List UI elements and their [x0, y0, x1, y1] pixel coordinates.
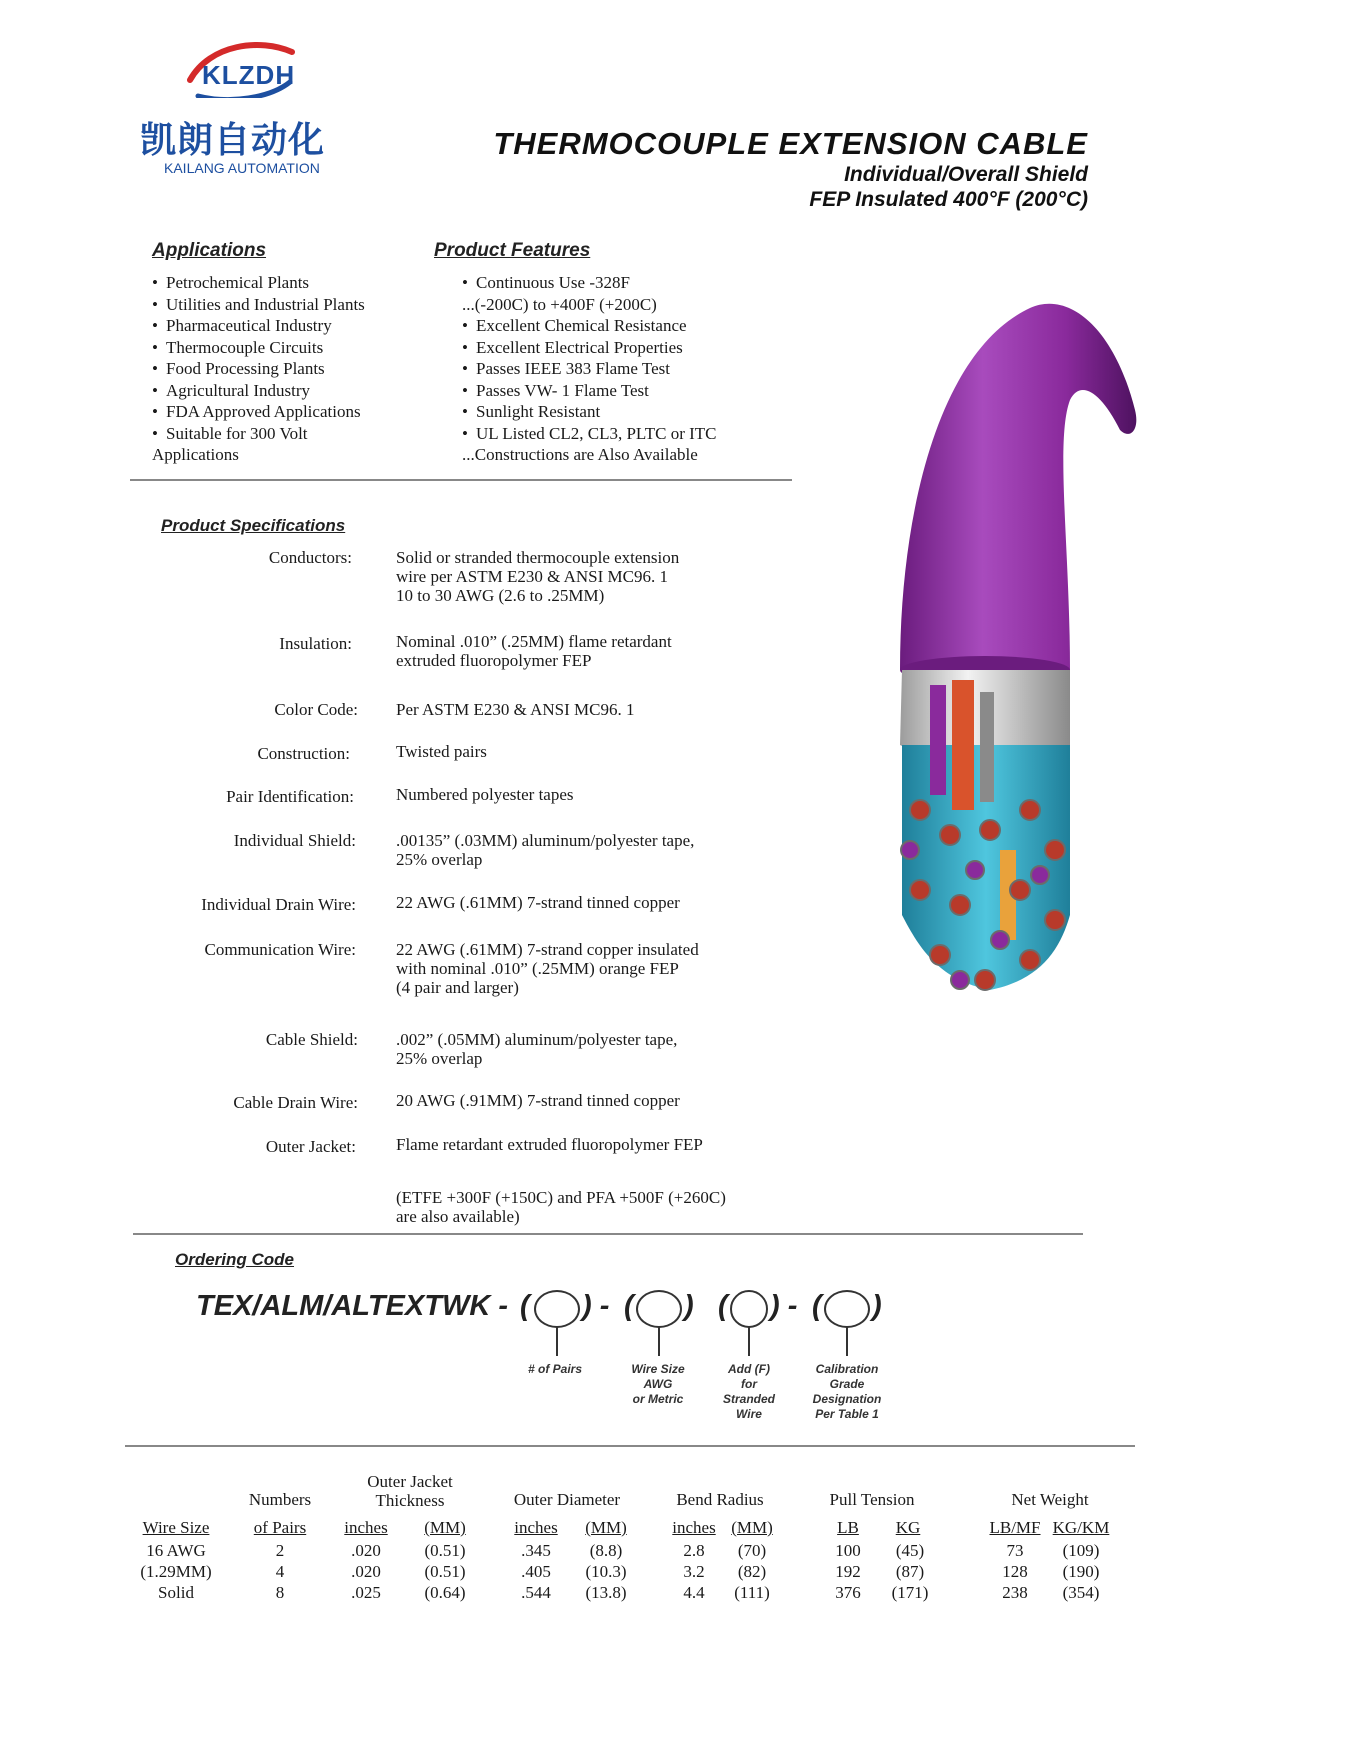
table-cell: (111)	[734, 1583, 770, 1602]
table-cell: 100	[835, 1541, 861, 1560]
caption-pairs: # of Pairs	[527, 1362, 583, 1376]
bracket-open-3: (	[718, 1290, 728, 1322]
table-cell: .544	[521, 1583, 551, 1602]
specs-heading: Product Specifications	[161, 516, 346, 535]
table-col-bend-mm	[724, 1540, 780, 1603]
bracket-close-1: ) -	[582, 1290, 610, 1322]
table-header-pull-tension: Pull Tension	[829, 1490, 915, 1509]
features-list	[462, 272, 792, 466]
list-item-continuation: Applications	[152, 445, 239, 464]
cable-illustration	[880, 290, 1140, 1050]
spec-label-outer-jacket: Outer Jacket:	[265, 1137, 356, 1156]
table-cell: (171)	[891, 1583, 929, 1602]
table-cell: (354)	[1062, 1583, 1100, 1602]
spec-label-construction: Construction:	[257, 744, 350, 763]
bracket-open-2: (	[624, 1290, 634, 1322]
table-cell: 2.8	[683, 1541, 705, 1560]
table-wire-size-cell: 16 AWG (1.29MM) Solid	[140, 1541, 212, 1602]
section-divider	[133, 1233, 1083, 1235]
table-cell: 238	[1002, 1583, 1028, 1602]
arrow-up-icon	[556, 1326, 558, 1356]
table-cell: 376	[835, 1583, 861, 1602]
table-cell: (87)	[895, 1562, 925, 1581]
spec-label-conductors: Conductors:	[268, 548, 352, 567]
ordering-heading: Ordering Code	[175, 1250, 295, 1269]
table-subheader-pairs: of Pairs	[253, 1518, 307, 1537]
table-col-lbmf	[984, 1540, 1046, 1603]
table-col-jacket-mm	[416, 1540, 474, 1603]
list-item: • Passes VW- 1 Flame Test	[462, 380, 649, 400]
spec-label-insulation: Insulation:	[279, 634, 352, 653]
caption-calibration: Calibration Grade Designation Per Table 1	[812, 1362, 882, 1421]
table-cell: (10.3)	[585, 1562, 627, 1581]
table-cell: 8	[275, 1583, 285, 1602]
table-header-outer-diameter: Outer Diameter	[513, 1490, 621, 1509]
spec-alternative-note: (ETFE +300F (+150C) and PFA +500F (+260C) are also available)	[396, 1188, 726, 1226]
list-item: • Passes IEEE 383 Flame Test	[462, 359, 670, 378]
list-item: • Petrochemical Plants	[152, 273, 310, 292]
table-subheader-od-inches: inches	[514, 1518, 558, 1537]
section-divider	[130, 479, 792, 481]
table-cell: (70)	[737, 1541, 767, 1560]
spec-value-cable-shield: .002” (.05MM) aluminum/polyester tape, 25% overlap	[396, 1030, 678, 1068]
spec-label-pair-id: Pair Identification:	[226, 787, 354, 806]
list-item: • Sunlight Resistant	[462, 402, 601, 421]
list-item: • Excellent Electrical Properties	[462, 337, 683, 357]
title-line-2: Individual/Overall Shield	[844, 163, 1088, 186]
title-line-3: FEP Insulated 400°F (200°C)	[809, 188, 1088, 211]
table-cell: (0.51)	[424, 1541, 466, 1560]
logo-subtitle: KAILANG AUTOMATION	[164, 160, 320, 176]
table-cell: 3.2	[683, 1562, 705, 1581]
applications-heading: Applications	[152, 240, 267, 261]
list-item: • Thermocouple Circuits	[152, 337, 324, 357]
spec-label-color-code: Color Code:	[274, 700, 358, 719]
table-cell: 73	[1006, 1541, 1024, 1560]
list-item: • Continuous Use -328F	[462, 273, 630, 292]
table-cell: .020	[351, 1541, 381, 1560]
list-item: • Agricultural Industry	[152, 380, 310, 400]
spec-value-cable-drain: 20 AWG (.91MM) 7-strand tinned copper	[396, 1091, 680, 1110]
table-cell: 192	[835, 1562, 861, 1581]
spec-value-conductors: Solid or stranded thermocouple extension wire per ASTM E230 & ANSI MC96. 1 10 to 30 AWG (2.6 to .25MM)	[396, 548, 680, 605]
table-cell: 2	[275, 1541, 285, 1560]
logo-brand: KLZDH	[202, 60, 296, 90]
spec-label-cable-drain: Cable Drain Wire:	[233, 1093, 358, 1112]
features-heading: Product Features	[434, 240, 591, 261]
spec-value-construction: Twisted pairs	[396, 742, 487, 761]
table-col-od-inches	[506, 1540, 566, 1603]
table-col-kgkm	[1048, 1540, 1114, 1603]
title-line-1: THERMOCOUPLE EXTENSION CABLE	[493, 126, 1088, 161]
table-subheader-kg: KG	[895, 1518, 921, 1537]
spec-value-pair-id: Numbered polyester tapes	[396, 785, 574, 804]
table-cell: .025	[351, 1583, 381, 1602]
table-cell: 4.4	[683, 1583, 705, 1602]
table-cell: (0.64)	[424, 1583, 466, 1602]
ordering-slot-calibration	[824, 1290, 870, 1328]
list-item: • UL Listed CL2, CL3, PLTC or ITC	[462, 423, 717, 443]
table-header-numbers: Numbers	[248, 1490, 312, 1509]
page-title	[493, 126, 1088, 212]
spec-label-cable-shield: Cable Shield:	[265, 1030, 358, 1049]
applications-list	[152, 272, 412, 466]
table-subheader-bend-mm: (MM)	[731, 1518, 773, 1537]
arrow-up-icon	[748, 1326, 750, 1356]
ordering-slot-stranded	[730, 1290, 768, 1328]
table-subheader-kgkm: KG/KM	[1052, 1518, 1110, 1537]
table-subheader-jacket-mm: (MM)	[424, 1518, 466, 1537]
table-subheader-lbmf: LB/MF	[989, 1518, 1041, 1537]
table-subheader-bend-inches: inches	[672, 1518, 716, 1537]
spec-value-outer-jacket: Flame retardant extruded fluoropolymer FEP	[396, 1135, 703, 1154]
list-item: • FDA Approved Applications	[152, 402, 361, 421]
spec-value-individual-shield: .00135” (.03MM) aluminum/polyester tape, 25% overlap	[396, 831, 695, 869]
list-item: • Utilities and Industrial Plants	[152, 294, 365, 314]
table-col-lb	[828, 1540, 868, 1603]
bracket-close-4: )	[872, 1290, 882, 1322]
table-col-od-mm	[578, 1540, 634, 1603]
company-logo	[140, 38, 360, 178]
list-item: • Excellent Chemical Resistance	[462, 316, 687, 335]
section-divider	[125, 1445, 1135, 1447]
list-item-continuation: ...(-200C) to +400F (+200C)	[462, 294, 657, 314]
spec-label-individual-drain: Individual Drain Wire:	[201, 895, 356, 914]
spec-value-color-code: Per ASTM E230 & ANSI MC96. 1	[396, 700, 635, 719]
table-subheader-wire-size: Wire Size	[142, 1518, 210, 1537]
table-col-bend-inches	[664, 1540, 724, 1603]
table-col-pairs	[240, 1540, 320, 1603]
table-col-jacket-inches	[336, 1540, 396, 1603]
arrow-up-icon	[846, 1326, 848, 1356]
ordering-slot-wire-size	[636, 1290, 682, 1328]
arrow-up-icon	[658, 1326, 660, 1356]
table-cell: 4	[275, 1562, 285, 1581]
table-subheader-jacket-inches: inches	[344, 1518, 388, 1537]
spec-value-insulation: Nominal .010” (.25MM) flame retardant extruded fluoropolymer FEP	[396, 632, 672, 670]
table-header-jacket: Outer Jacket Thickness	[367, 1472, 453, 1510]
spec-value-communication-wire: 22 AWG (.61MM) 7-strand copper insulated with nominal .010” (.25MM) orange FEP (4 pair and larger)	[396, 940, 699, 997]
table-header-net-weight: Net Weight	[1011, 1490, 1089, 1509]
table-subheader-lb: LB	[837, 1518, 859, 1537]
table-cell: (109)	[1062, 1541, 1100, 1560]
bracket-open-4: (	[812, 1290, 822, 1322]
ordering-code: TEX/ALM/ALTEXTWK -	[196, 1290, 508, 1322]
table-cell: .405	[521, 1562, 551, 1581]
bracket-close-3: ) -	[770, 1290, 798, 1322]
caption-stranded: Add (F) for Stranded Wire	[722, 1362, 775, 1421]
table-cell: (45)	[895, 1541, 925, 1560]
list-item-continuation: ...Constructions are Also Available	[462, 445, 698, 464]
ordering-slot-pairs	[534, 1290, 580, 1328]
spec-value-individual-drain: 22 AWG (.61MM) 7-strand tinned copper	[396, 893, 680, 912]
table-cell: (8.8)	[589, 1541, 623, 1560]
table-cell: (0.51)	[424, 1562, 466, 1581]
table-col-kg	[884, 1540, 936, 1603]
table-cell: .345	[521, 1541, 551, 1560]
list-item: • Suitable for 300 Volt	[152, 423, 308, 443]
list-item: • Food Processing Plants	[152, 359, 325, 378]
spec-label-communication-wire: Communication Wire:	[204, 940, 356, 959]
bracket-close-2: )	[684, 1290, 694, 1322]
caption-wire-size: Wire Size AWG or Metric	[631, 1362, 685, 1406]
table-cell: 128	[1002, 1562, 1028, 1581]
table-cell: (13.8)	[585, 1583, 627, 1602]
bracket-open-1: (	[520, 1290, 530, 1322]
table-cell: (82)	[737, 1562, 767, 1581]
table-subheader-od-mm: (MM)	[585, 1518, 627, 1537]
logo-chinese-name: 凯朗自动化	[140, 120, 326, 161]
table-header-bend-radius: Bend Radius	[676, 1490, 764, 1509]
list-item: • Pharmaceutical Industry	[152, 316, 332, 335]
spec-label-individual-shield: Individual Shield:	[233, 831, 356, 850]
table-cell: .020	[351, 1562, 381, 1581]
table-cell: (190)	[1062, 1562, 1100, 1581]
